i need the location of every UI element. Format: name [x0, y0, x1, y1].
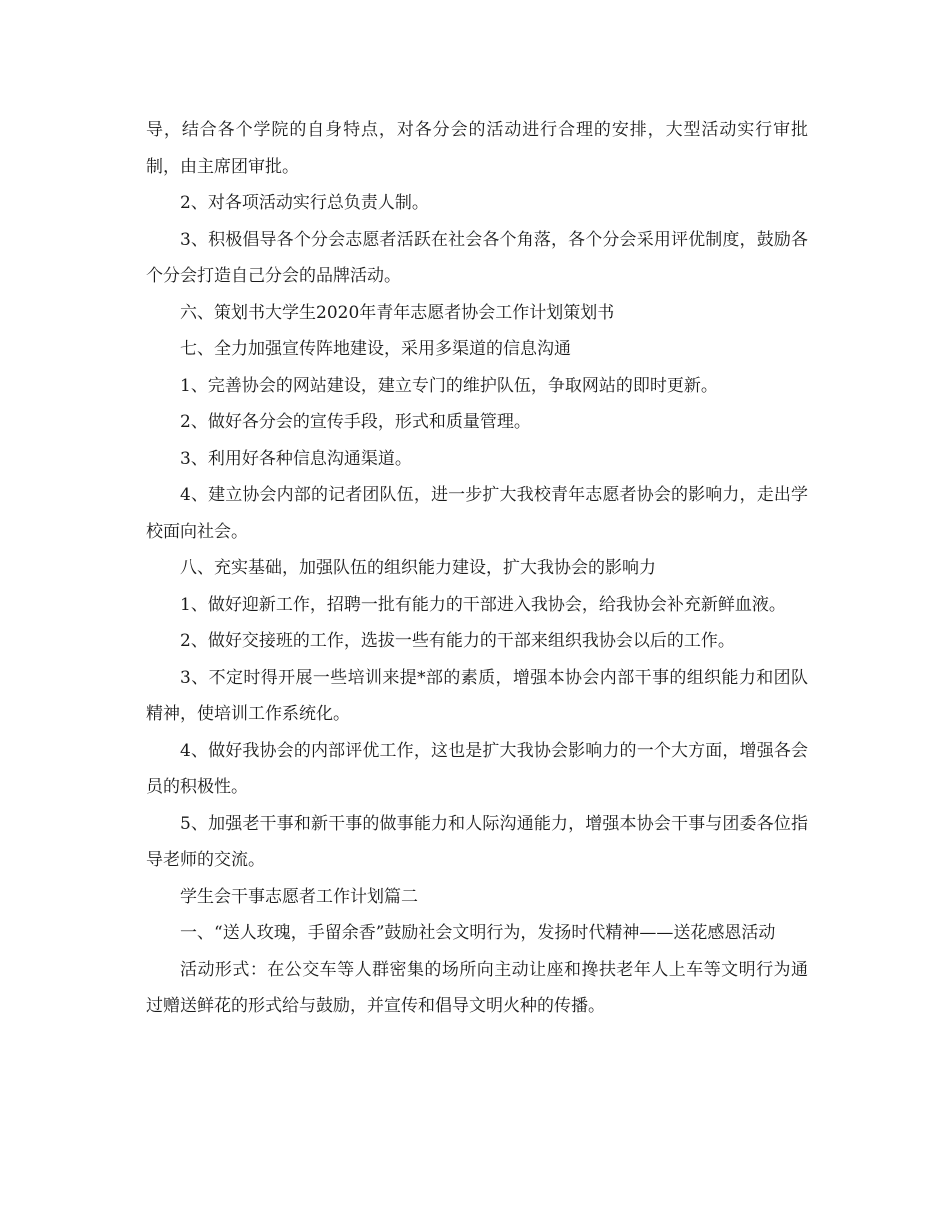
paragraph: 3、不定时得开展一些培训来提*部的素质，增强本协会内部干事的组织能力和团队精神，使培训工作系统化。 — [146, 667, 808, 724]
paragraph: 导，结合各个学院的自身特点，对各分会的活动进行合理的安排，大型活动实行审批制，由主席团审批。 — [146, 120, 808, 177]
section-heading: 七、全力加强宣传阵地建设，采用多渠道的信息沟通 — [180, 339, 571, 359]
paragraph: 2、做好交接班的工作，选拔一些有能力的干部来组织我协会以后的工作。 — [180, 631, 735, 651]
section-heading: 一、“送人玫瑰，手留余香”鼓励社会文明行为，发扬时代精神——送花感恩活动 — [180, 923, 776, 943]
paragraph: 1、做好迎新工作，招聘一批有能力的干部进入我协会，给我协会补充新鲜血液。 — [180, 594, 786, 615]
paragraph: 5、加强老干事和新干事的做事能力和人际沟通能力，增强本协会干事与团委各位指导老师的交流。 — [146, 813, 808, 870]
section-heading: 八、充实基础，加强队伍的组织能力建设，扩大我协会的影响力 — [180, 558, 656, 578]
section-heading: 学生会干事志愿者工作计划篇二 — [180, 886, 418, 907]
paragraph: 4、做好我协会的内部评优工作，这也是扩大我协会影响力的一个大方面，增强各会员的积极性。 — [146, 740, 808, 797]
paragraph: 3、利用好各种信息沟通渠道。 — [180, 448, 412, 469]
paragraph: 活动形式：在公交车等人群密集的场所向主动让座和搀扶老年人上车等文明行为通过赠送鲜花的形式给与鼓励，并宣传和倡导文明火种的传播。 — [146, 959, 808, 1016]
paragraph: 六、策划书大学生2020年青年志愿者协会工作计划策划书 — [180, 302, 615, 323]
paragraph: 1、完善协会的网站建设，建立专门的维护队伍，争取网站的即时更新。 — [180, 375, 718, 396]
document-body — [146, 112, 808, 1025]
paragraph: 4、建立协会内部的记者团队伍，进一步扩大我校青年志愿者协会的影响力，走出学校面向社会。 — [146, 485, 808, 542]
paragraph: 3、积极倡导各个分会志愿者活跃在社会各个角落，各个分会采用评优制度，鼓励各个分会打造自己分会的品牌活动。 — [146, 229, 808, 286]
paragraph: 2、做好各分会的宣传手段，形式和质量管理。 — [180, 412, 531, 432]
paragraph: 2、对各项活动实行总负责人制。 — [180, 193, 429, 213]
